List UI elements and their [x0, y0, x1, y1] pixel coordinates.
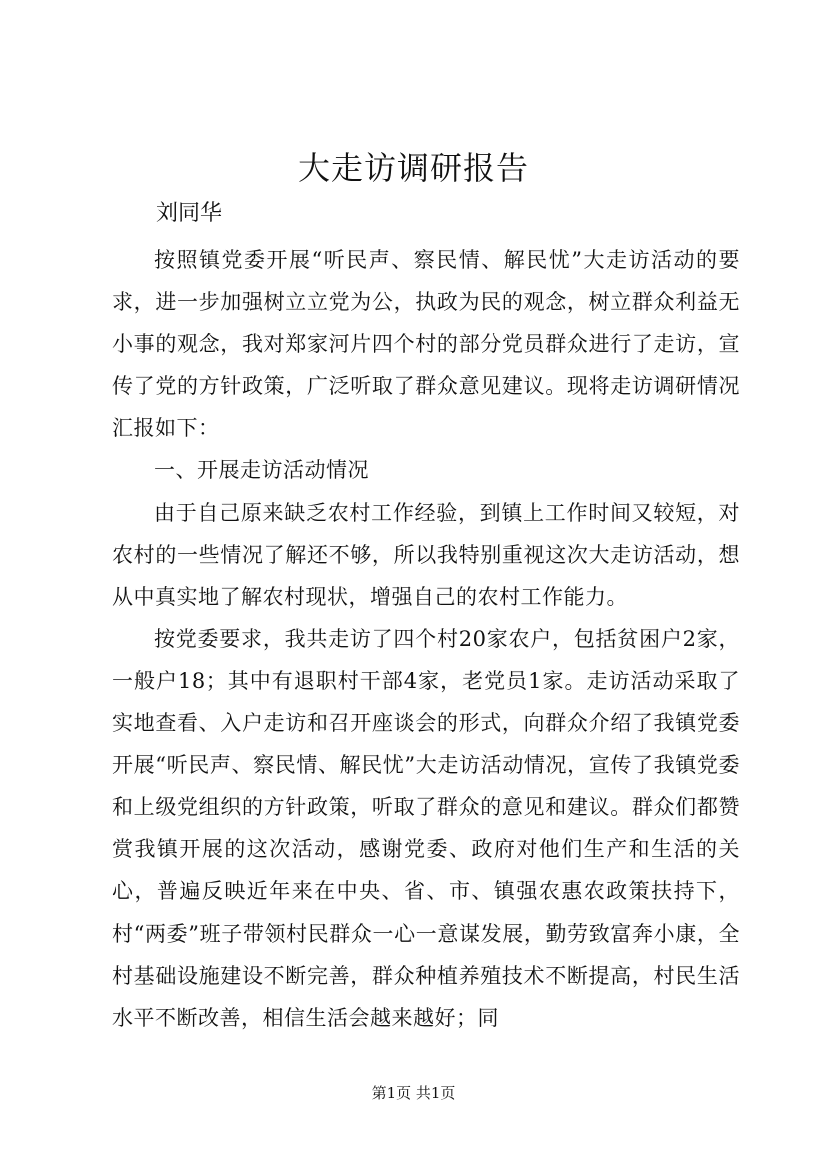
- document-body: [112, 239, 740, 1039]
- author-name: 刘同华: [156, 201, 223, 226]
- paragraph-intro: 按照镇党委开展“听民声、察民情、解民忧”大走访活动的要求，进一步加强树立立党为公，执政为民的观念，树立群众利益无小事的观念，我对郑家河片四个村的部分党员群众进行了走访，宣传了党的方针政策，广泛听取了群众意见建议。现将走访调研情况汇报如下：: [112, 248, 740, 441]
- paragraph-visits: 按党委要求，我共走访了四个村20家农户，包括贫困户2家，一般户18；其中有退职村干部4家，老党员1家。走访活动采取了实地查看、入户走访和召开座谈会的形式，向群众介绍了我镇党委开展“听民声、察民情、解民忧”大走访活动情况，宣传了我镇党委和上级党组织的方针政策，听取了群众的意见和建议。群众们都赞赏我镇开展的这次活动，感谢党委、政府对他们生产和生活的关心，普遍反映近年来在中央、省、市、镇强农惠农政策扶持下，村“两委”班子带领村民群众一心一意谋发展，勤劳致富奔小康，全村基础设施建设不断完善，群众种植养殖技术不断提高，村民生活水平不断改善，相信生活会越来越好；同: [112, 626, 740, 1030]
- page-number: 第1页 共1页: [371, 1084, 456, 1102]
- document-title: 大走访调研报告: [297, 149, 529, 187]
- paragraph-background: 由于自己原来缺乏农村工作经验，到镇上工作时间又较短，对农村的一些情况了解还不够，所以我特别重视这次大走访活动，想从中真实地了解农村现状，增强自己的农村工作能力。: [112, 500, 740, 609]
- section-heading: 一、开展走访活动情况: [154, 458, 369, 483]
